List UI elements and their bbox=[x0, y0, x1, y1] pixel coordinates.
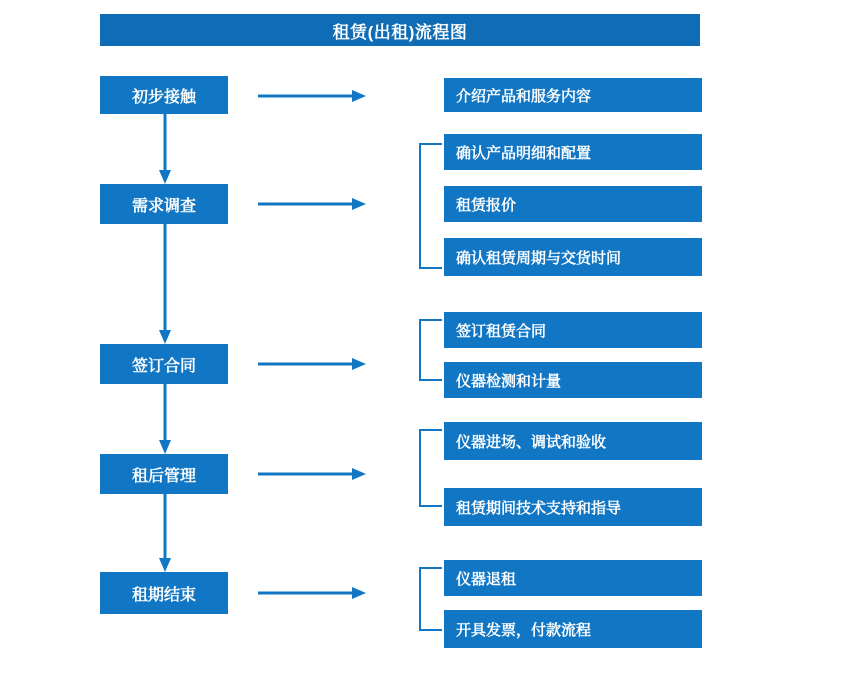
detail-box-1[interactable] bbox=[444, 78, 702, 112]
detail-label: 确认产品明细和配置 bbox=[456, 144, 592, 162]
stage-box-5[interactable] bbox=[100, 572, 228, 614]
stage-label: 需求调查 bbox=[131, 197, 196, 215]
detail-box-9[interactable] bbox=[444, 560, 702, 596]
detail-label: 仪器检测和计量 bbox=[456, 372, 562, 390]
detail-label: 确认租赁周期与交货时间 bbox=[456, 249, 622, 267]
stage-label: 初步接触 bbox=[131, 88, 196, 106]
stage-box-2[interactable] bbox=[100, 184, 228, 224]
detail-box-6[interactable] bbox=[444, 362, 702, 398]
arrow-down-icon-2 bbox=[157, 224, 173, 346]
group-bracket-2 bbox=[414, 318, 444, 382]
arrow-right-icon-2 bbox=[258, 196, 368, 212]
detail-box-2[interactable] bbox=[444, 134, 702, 170]
arrow-down-icon-1 bbox=[157, 114, 173, 186]
group-bracket-1 bbox=[414, 142, 444, 270]
detail-label: 开具发票，付款流程 bbox=[456, 621, 592, 639]
stage-box-4[interactable] bbox=[100, 454, 228, 494]
detail-box-7[interactable] bbox=[444, 422, 702, 460]
detail-label: 租赁报价 bbox=[456, 196, 517, 214]
detail-label: 介绍产品和服务内容 bbox=[456, 87, 592, 105]
stage-label: 租期结束 bbox=[131, 586, 196, 604]
arrow-right-icon-1 bbox=[258, 88, 368, 104]
arrow-down-icon-3 bbox=[157, 384, 173, 456]
detail-box-4[interactable] bbox=[444, 238, 702, 276]
detail-label: 仪器进场、调试和验收 bbox=[456, 433, 607, 451]
arrow-right-icon-5 bbox=[258, 585, 368, 601]
detail-label: 仪器退租 bbox=[456, 570, 517, 588]
detail-box-10[interactable] bbox=[444, 610, 702, 648]
group-bracket-4 bbox=[414, 566, 444, 632]
detail-label: 签订租赁合同 bbox=[456, 322, 547, 340]
detail-label: 租赁期间技术支持和指导 bbox=[456, 499, 622, 517]
stage-box-1[interactable] bbox=[100, 76, 228, 114]
detail-box-8[interactable] bbox=[444, 488, 702, 526]
stage-box-3[interactable] bbox=[100, 344, 228, 384]
stage-label: 签订合同 bbox=[131, 357, 196, 375]
group-bracket-3 bbox=[414, 428, 444, 508]
arrow-down-icon-4 bbox=[157, 494, 173, 574]
arrow-right-icon-3 bbox=[258, 356, 368, 372]
detail-box-5[interactable] bbox=[444, 312, 702, 348]
page-title: 租赁(出租)流程图 bbox=[100, 14, 700, 46]
detail-box-3[interactable] bbox=[444, 186, 702, 222]
arrow-right-icon-4 bbox=[258, 466, 368, 482]
stage-label: 租后管理 bbox=[131, 467, 196, 485]
